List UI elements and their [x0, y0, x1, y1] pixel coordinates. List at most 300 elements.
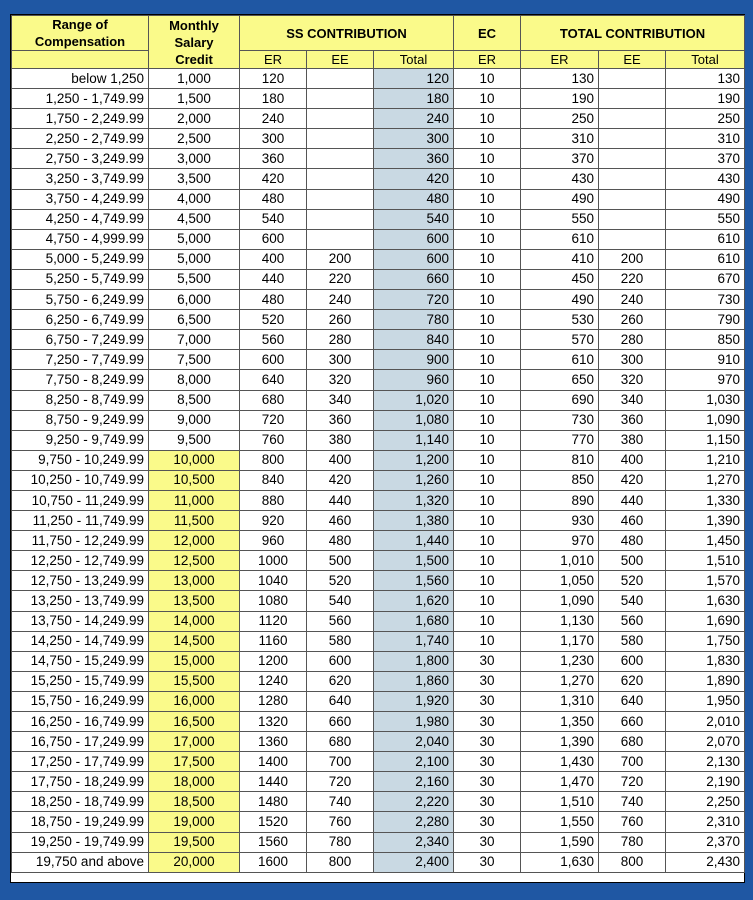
total-er-cell: 930	[521, 511, 599, 531]
total-total-cell: 1,750	[666, 631, 745, 651]
ss-total-cell: 1,260	[374, 470, 454, 490]
ss-ee-cell: 320	[307, 370, 374, 390]
total-contribution-header: TOTAL CONTRIBUTION	[521, 16, 745, 51]
total-ee-cell: 280	[599, 330, 666, 350]
ss-ee-cell: 460	[307, 511, 374, 531]
ss-ee-cell: 700	[307, 752, 374, 772]
ss-total-header: Total	[374, 51, 454, 69]
msc-cell: 7,500	[149, 350, 240, 370]
ss-er-cell: 1520	[240, 812, 307, 832]
total-total-cell: 310	[666, 129, 745, 149]
table-row	[12, 109, 745, 129]
ss-total-cell: 2,220	[374, 792, 454, 812]
msc-cell: 12,500	[149, 551, 240, 571]
ss-total-cell: 720	[374, 290, 454, 310]
ss-er-cell: 600	[240, 350, 307, 370]
total-ee-cell: 240	[599, 290, 666, 310]
range-cell: 9,250 - 9,749.99	[12, 430, 149, 450]
ss-total-cell: 1,020	[374, 390, 454, 410]
total-ee-cell: 340	[599, 390, 666, 410]
msc-cell: 1,500	[149, 89, 240, 109]
table-row	[12, 732, 745, 752]
total-er-cell: 550	[521, 209, 599, 229]
ss-ee-cell: 800	[307, 852, 374, 872]
range-cell: 10,250 - 10,749.99	[12, 470, 149, 490]
total-ee-cell: 200	[599, 249, 666, 269]
range-cell: 17,750 - 18,249.99	[12, 772, 149, 792]
ec-cell: 10	[454, 290, 521, 310]
total-total-cell: 970	[666, 370, 745, 390]
ss-ee-cell: 420	[307, 470, 374, 490]
total-ee-cell: 560	[599, 611, 666, 631]
ss-er-cell: 1480	[240, 792, 307, 812]
total-er-cell: 490	[521, 290, 599, 310]
msc-cell: 20,000	[149, 852, 240, 872]
ss-er-cell: 600	[240, 229, 307, 249]
total-total-header: Total	[666, 51, 745, 69]
msc-cell: 19,000	[149, 812, 240, 832]
ss-er-header: ER	[240, 51, 307, 69]
total-total-cell: 2,250	[666, 792, 745, 812]
total-er-cell: 410	[521, 249, 599, 269]
total-er-cell: 310	[521, 129, 599, 149]
ss-ee-cell: 520	[307, 571, 374, 591]
total-total-cell: 1,890	[666, 671, 745, 691]
msc-cell: 13,500	[149, 591, 240, 611]
msc-cell: 15,500	[149, 671, 240, 691]
table-row	[12, 149, 745, 169]
ss-ee-cell: 580	[307, 631, 374, 651]
ss-er-cell: 720	[240, 410, 307, 430]
range-cell: 16,250 - 16,749.99	[12, 712, 149, 732]
range-cell: 12,750 - 13,249.99	[12, 571, 149, 591]
table-row	[12, 852, 745, 872]
range-cell: 14,750 - 15,249.99	[12, 651, 149, 671]
msc-cell: 10,500	[149, 470, 240, 490]
ss-er-cell: 1560	[240, 832, 307, 852]
ss-total-cell: 180	[374, 89, 454, 109]
ss-er-cell: 520	[240, 310, 307, 330]
table-row	[12, 671, 745, 691]
total-er-cell: 530	[521, 310, 599, 330]
range-cell: 15,750 - 16,249.99	[12, 691, 149, 711]
ss-er-cell: 960	[240, 531, 307, 551]
total-total-cell: 1,150	[666, 430, 745, 450]
ss-total-cell: 780	[374, 310, 454, 330]
ss-er-cell: 1160	[240, 631, 307, 651]
total-ee-cell: 580	[599, 631, 666, 651]
total-ee-cell: 600	[599, 651, 666, 671]
msc-cell: 6,500	[149, 310, 240, 330]
range-cell: 17,250 - 17,749.99	[12, 752, 149, 772]
ss-ee-cell: 560	[307, 611, 374, 631]
total-er-cell: 770	[521, 430, 599, 450]
range-header-empty	[12, 51, 149, 69]
range-cell: 9,750 - 10,249.99	[12, 450, 149, 470]
ss-ee-cell: 360	[307, 410, 374, 430]
ec-cell: 10	[454, 269, 521, 289]
table-row	[12, 350, 745, 370]
ec-cell: 10	[454, 591, 521, 611]
total-ee-cell: 640	[599, 691, 666, 711]
ss-ee-cell	[307, 189, 374, 209]
total-ee-cell: 660	[599, 712, 666, 732]
total-ee-cell: 800	[599, 852, 666, 872]
ss-total-cell: 360	[374, 149, 454, 169]
total-er-header: ER	[521, 51, 599, 69]
msc-cell: 5,000	[149, 229, 240, 249]
ec-cell: 30	[454, 712, 521, 732]
ec-cell: 10	[454, 69, 521, 89]
ec-cell: 10	[454, 249, 521, 269]
total-ee-cell: 420	[599, 470, 666, 490]
ss-er-cell: 1120	[240, 611, 307, 631]
ec-cell: 30	[454, 752, 521, 772]
msc-cell: 17,000	[149, 732, 240, 752]
ec-cell: 30	[454, 852, 521, 872]
ec-cell: 30	[454, 792, 521, 812]
total-ee-cell: 780	[599, 832, 666, 852]
ss-ee-cell: 200	[307, 249, 374, 269]
total-total-cell: 610	[666, 249, 745, 269]
range-cell: below 1,250	[12, 69, 149, 89]
ss-total-cell: 300	[374, 129, 454, 149]
total-ee-cell: 440	[599, 490, 666, 510]
msc-cell: 13,000	[149, 571, 240, 591]
table-row	[12, 370, 745, 390]
total-ee-cell	[599, 169, 666, 189]
total-total-cell: 190	[666, 89, 745, 109]
range-cell: 6,750 - 7,249.99	[12, 330, 149, 350]
total-er-cell: 1,350	[521, 712, 599, 732]
ss-ee-header: EE	[307, 51, 374, 69]
ss-er-cell: 1320	[240, 712, 307, 732]
total-ee-cell: 740	[599, 792, 666, 812]
ec-cell: 30	[454, 691, 521, 711]
total-er-cell: 850	[521, 470, 599, 490]
ss-total-cell: 2,040	[374, 732, 454, 752]
ss-ee-cell: 600	[307, 651, 374, 671]
total-total-cell: 490	[666, 189, 745, 209]
range-cell: 5,000 - 5,249.99	[12, 249, 149, 269]
ss-ee-cell	[307, 109, 374, 129]
total-er-cell: 1,510	[521, 792, 599, 812]
table-row	[12, 330, 745, 350]
ss-total-cell: 2,400	[374, 852, 454, 872]
total-total-cell: 2,190	[666, 772, 745, 792]
total-total-cell: 910	[666, 350, 745, 370]
total-total-cell: 1,950	[666, 691, 745, 711]
ss-er-cell: 300	[240, 129, 307, 149]
ec-cell: 10	[454, 410, 521, 430]
total-er-cell: 190	[521, 89, 599, 109]
ss-total-cell: 2,280	[374, 812, 454, 832]
total-ee-cell: 300	[599, 350, 666, 370]
total-er-cell: 890	[521, 490, 599, 510]
contribution-table	[11, 15, 745, 873]
ss-ee-cell	[307, 209, 374, 229]
total-ee-cell	[599, 189, 666, 209]
ss-ee-cell: 500	[307, 551, 374, 571]
msc-cell: 7,000	[149, 330, 240, 350]
total-er-cell: 430	[521, 169, 599, 189]
total-ee-cell: 220	[599, 269, 666, 289]
contribution-table-frame	[10, 14, 745, 883]
ss-er-cell: 880	[240, 490, 307, 510]
ss-er-cell: 180	[240, 89, 307, 109]
total-ee-cell: 320	[599, 370, 666, 390]
ss-ee-cell	[307, 169, 374, 189]
table-row	[12, 269, 745, 289]
table-row	[12, 229, 745, 249]
table-row	[12, 129, 745, 149]
ec-cell: 10	[454, 169, 521, 189]
total-ee-cell	[599, 109, 666, 129]
total-ee-cell: 360	[599, 410, 666, 430]
ec-cell: 10	[454, 330, 521, 350]
msc-cell: 16,500	[149, 712, 240, 732]
range-cell: 4,250 - 4,749.99	[12, 209, 149, 229]
total-ee-cell: 460	[599, 511, 666, 531]
ss-total-cell: 2,160	[374, 772, 454, 792]
total-er-cell: 1,390	[521, 732, 599, 752]
range-cell: 10,750 - 11,249.99	[12, 490, 149, 510]
total-er-cell: 1,550	[521, 812, 599, 832]
msc-cell: 8,500	[149, 390, 240, 410]
ec-cell: 10	[454, 611, 521, 631]
ec-cell: 10	[454, 430, 521, 450]
total-total-cell: 1,450	[666, 531, 745, 551]
ss-er-cell: 800	[240, 450, 307, 470]
ss-er-cell: 1400	[240, 752, 307, 772]
table-row	[12, 169, 745, 189]
table-row	[12, 189, 745, 209]
ss-total-cell: 2,340	[374, 832, 454, 852]
total-er-cell: 1,050	[521, 571, 599, 591]
ss-contribution-header: SS CONTRIBUTION	[240, 16, 454, 51]
ss-ee-cell: 680	[307, 732, 374, 752]
msc-cell: 2,000	[149, 109, 240, 129]
total-ee-cell: 500	[599, 551, 666, 571]
ss-total-cell: 420	[374, 169, 454, 189]
range-cell: 1,750 - 2,249.99	[12, 109, 149, 129]
ss-er-cell: 480	[240, 290, 307, 310]
ec-cell: 10	[454, 109, 521, 129]
table-row	[12, 249, 745, 269]
ss-er-cell: 1040	[240, 571, 307, 591]
total-total-cell: 610	[666, 229, 745, 249]
total-er-cell: 130	[521, 69, 599, 89]
table-row	[12, 430, 745, 450]
ec-cell: 10	[454, 571, 521, 591]
total-total-cell: 430	[666, 169, 745, 189]
total-ee-cell: 400	[599, 450, 666, 470]
ss-ee-cell	[307, 89, 374, 109]
total-er-cell: 490	[521, 189, 599, 209]
ss-total-cell: 2,100	[374, 752, 454, 772]
total-er-cell: 810	[521, 450, 599, 470]
total-ee-cell: 620	[599, 671, 666, 691]
ss-ee-cell: 300	[307, 350, 374, 370]
ec-cell: 10	[454, 390, 521, 410]
total-total-cell: 2,430	[666, 852, 745, 872]
ec-cell: 10	[454, 310, 521, 330]
ss-total-cell: 1,620	[374, 591, 454, 611]
table-row	[12, 450, 745, 470]
total-ee-cell: 380	[599, 430, 666, 450]
ec-cell: 10	[454, 511, 521, 531]
table-row	[12, 691, 745, 711]
ss-total-cell: 1,920	[374, 691, 454, 711]
msc-cell: 2,500	[149, 129, 240, 149]
total-ee-cell: 700	[599, 752, 666, 772]
total-total-cell: 790	[666, 310, 745, 330]
ec-cell: 10	[454, 89, 521, 109]
table-row	[12, 69, 745, 89]
ss-ee-cell: 280	[307, 330, 374, 350]
ec-header: EC	[454, 16, 521, 51]
ec-cell: 30	[454, 732, 521, 752]
total-ee-cell: 760	[599, 812, 666, 832]
total-er-cell: 1,590	[521, 832, 599, 852]
total-er-cell: 650	[521, 370, 599, 390]
total-er-cell: 1,470	[521, 772, 599, 792]
ss-er-cell: 920	[240, 511, 307, 531]
range-cell: 7,250 - 7,749.99	[12, 350, 149, 370]
msc-cell: 18,000	[149, 772, 240, 792]
total-er-cell: 1,230	[521, 651, 599, 671]
msc-cell: 18,500	[149, 792, 240, 812]
range-cell: 3,750 - 4,249.99	[12, 189, 149, 209]
ss-er-cell: 1440	[240, 772, 307, 792]
ss-ee-cell: 760	[307, 812, 374, 832]
ss-total-cell: 1,500	[374, 551, 454, 571]
ss-total-cell: 1,380	[374, 511, 454, 531]
range-cell: 16,750 - 17,249.99	[12, 732, 149, 752]
ss-er-cell: 1280	[240, 691, 307, 711]
ec-cell: 10	[454, 490, 521, 510]
ec-er-header: ER	[454, 51, 521, 69]
ss-ee-cell	[307, 69, 374, 89]
ss-total-cell: 1,980	[374, 712, 454, 732]
range-cell: 12,250 - 12,749.99	[12, 551, 149, 571]
msc-cell: 3,500	[149, 169, 240, 189]
table-row	[12, 591, 745, 611]
table-row	[12, 792, 745, 812]
ss-total-cell: 600	[374, 249, 454, 269]
total-er-cell: 1,090	[521, 591, 599, 611]
msc-cell: 16,000	[149, 691, 240, 711]
table-row	[12, 551, 745, 571]
total-er-cell: 1,010	[521, 551, 599, 571]
ss-ee-cell: 640	[307, 691, 374, 711]
total-total-cell: 2,310	[666, 812, 745, 832]
total-total-cell: 1,330	[666, 490, 745, 510]
table-row	[12, 752, 745, 772]
ss-er-cell: 420	[240, 169, 307, 189]
range-cell: 18,750 - 19,249.99	[12, 812, 149, 832]
total-total-cell: 1,570	[666, 571, 745, 591]
total-total-cell: 850	[666, 330, 745, 350]
total-er-cell: 970	[521, 531, 599, 551]
total-total-cell: 1,210	[666, 450, 745, 470]
table-row	[12, 390, 745, 410]
total-total-cell: 1,090	[666, 410, 745, 430]
ec-cell: 10	[454, 229, 521, 249]
range-cell: 19,750 and above	[12, 852, 149, 872]
ss-ee-cell: 740	[307, 792, 374, 812]
table-row	[12, 651, 745, 671]
ss-ee-cell: 400	[307, 450, 374, 470]
range-cell: 11,750 - 12,249.99	[12, 531, 149, 551]
ss-er-cell: 840	[240, 470, 307, 490]
ss-total-cell: 840	[374, 330, 454, 350]
msc-cell: 17,500	[149, 752, 240, 772]
ss-er-cell: 1240	[240, 671, 307, 691]
ss-ee-cell: 540	[307, 591, 374, 611]
ss-total-cell: 960	[374, 370, 454, 390]
total-total-cell: 1,030	[666, 390, 745, 410]
total-total-cell: 2,010	[666, 712, 745, 732]
range-cell: 5,750 - 6,249.99	[12, 290, 149, 310]
table-row	[12, 712, 745, 732]
ss-total-cell: 1,800	[374, 651, 454, 671]
ss-total-cell: 1,200	[374, 450, 454, 470]
msc-cell: 12,000	[149, 531, 240, 551]
msc-cell: 4,500	[149, 209, 240, 229]
msc-header-line2: Salary	[174, 34, 214, 50]
ec-cell: 30	[454, 832, 521, 852]
total-er-cell: 450	[521, 269, 599, 289]
total-ee-cell: 260	[599, 310, 666, 330]
msc-cell: 8,000	[149, 370, 240, 390]
total-er-cell: 690	[521, 390, 599, 410]
ec-cell: 30	[454, 812, 521, 832]
ss-ee-cell	[307, 129, 374, 149]
total-total-cell: 2,370	[666, 832, 745, 852]
ss-er-cell: 680	[240, 390, 307, 410]
total-total-cell: 1,830	[666, 651, 745, 671]
table-row	[12, 531, 745, 551]
msc-cell: 1,000	[149, 69, 240, 89]
ss-ee-cell: 380	[307, 430, 374, 450]
msc-cell: 11,000	[149, 490, 240, 510]
total-ee-cell	[599, 229, 666, 249]
msc-header	[149, 16, 240, 69]
ec-cell: 10	[454, 209, 521, 229]
msc-cell: 9,500	[149, 430, 240, 450]
msc-cell: 11,500	[149, 511, 240, 531]
total-total-cell: 1,690	[666, 611, 745, 631]
total-er-cell: 570	[521, 330, 599, 350]
table-row	[12, 410, 745, 430]
msc-cell: 9,000	[149, 410, 240, 430]
total-ee-cell: 480	[599, 531, 666, 551]
range-cell: 1,250 - 1,749.99	[12, 89, 149, 109]
ec-cell: 10	[454, 450, 521, 470]
ss-er-cell: 760	[240, 430, 307, 450]
total-total-cell: 1,390	[666, 511, 745, 531]
ss-ee-cell	[307, 149, 374, 169]
ss-er-cell: 640	[240, 370, 307, 390]
total-er-cell: 370	[521, 149, 599, 169]
total-er-cell: 610	[521, 229, 599, 249]
msc-cell: 10,000	[149, 450, 240, 470]
ss-er-cell: 440	[240, 269, 307, 289]
range-cell: 8,250 - 8,749.99	[12, 390, 149, 410]
ss-total-cell: 660	[374, 269, 454, 289]
ss-total-cell: 1,080	[374, 410, 454, 430]
